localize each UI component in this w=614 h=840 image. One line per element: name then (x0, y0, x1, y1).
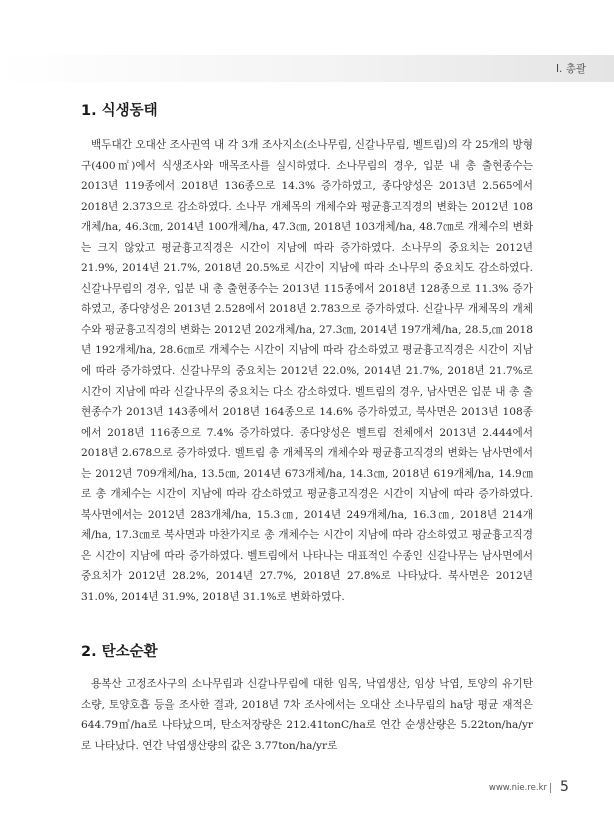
footer-separator (550, 783, 551, 793)
header-band (0, 55, 614, 82)
footer-url: www.nie.re.kr (488, 783, 547, 793)
section-title-vegetation: 1. 식생동태 (81, 103, 158, 119)
section-title-carbon: 2. 탄소순환 (81, 644, 158, 660)
page-number: 5 (560, 779, 569, 795)
section-body-carbon: 용복산 고정조사구의 소나무림과 신갈나무림에 대한 임목, 낙엽생산, 임상 낙엽, 토양의 유기탄소량, 토양호흡 등을 조사한 결과, 2018년 7차 조사에서는 오대산 소나무림의 ha당 평균 재적은 644.79㎥/ha로 나타났으며, 탄소저장량은 212.41tonC/ha로 연간 순생산량은 5.22ton/ha/yr로 나타났다. 연간 낙엽생산량의 값은 3.77ton/ha/yr로 (81, 678, 533, 752)
chapter-label: Ⅰ. 총괄 (555, 63, 586, 75)
section-body-vegetation: 백두대간 오대산 조사권역 내 각 3개 조사지소(소나무림, 신갈나무림, 벨트림)의 각 25개의 방형구(400㎡)에서 식생조사와 매목조사를 실시하였다. 소나무림의 경우, 입분 내 총 출현종수는 2013년 119종에서 2018년 136종으로 14.3% 증가하였고, 종다양성은 2013년 2.565에서 2018년 2.373으로 감소하였다. 소나무 개체목의 개체수와 평균흉고직경의 변화는 2012년 108개체/ha, 46.3㎝, 2014년 100개체/ha, 47.3㎝, 2018년 103개체/ha, 48.7㎝로 개체수의 변화는 크지 않았고 평균흉고직경은 시간이 지남에 따라 증가하였다. 소나무의 중요치는 2012년 21.9%, 2014년 21.7%, 2018년 20.5%로 시간이 지남에 따라 소나무의 중요치도 감소하였다. 신갈나무림의 경우, 입분 내 총 출현종수는 2013년 115종에서 2018년 128종으로 11.3% 증가하였고, 종다양성은 2013년 2.528에서 2018년 2.783으로 증가하였다. 신갈나무 개체목의 개체수와 평균흉고직경의 변화는 2012년 202개체/ha, 27.3㎝, 2014년 197개체/ha, 28.5,㎝ 2018년 192개체/ha, 28.6㎝로 개체수는 시간이 지남에 따라 감소하였고 평균흉고직경은 시간이 지남에 따라 증가하였다. 신갈나무의 중요치는 2012년 22.0%, 2014년 21.7%, 2018년 21.7%로 시간이 지남에 따라 신갈나무의 중요치는 다소 감소하였다. 벨트림의 경우, 남사면은 입분 내 총 출현종수가 2013년 143종에서 2018년 164종으로 14.6% 증가하였고, 북사면은 2013년 108종에서 2018년 116종으로 7.4% 증가하였다. 종다양성은 벨트림 전체에서 2013년 2.444에서 2018년 2.678으로 증가하였다. 벨트림 총 개체목의 개체수와 평균흉고직경의 변화는 남사면에서는 2012년 709개체/ha, 13.5㎝, 2014년 673개체/ha, 14.3㎝, 2018년 619개체/ha, 14.9㎝로 총 개체수는 시간이 지남에 따라 감소하였고 평균흉고직경은 시간이 지남에 따라 증가하였다. 북사면에서는 2012년 283개체/ha, 15.3㎝, 2014년 249개체/ha, 16.3㎝, 2018년 214개체/ha, 17.3㎝로 북사면과 마찬가지로 총 개체수는 시간이 지남에 따라 감소하였고 평균흉고직경은 시간이 지남에 따라 증가하였다. 벨트림에서 나타나는 대표적인 수종인 신갈나무는 남사면에서 중요치가 2012년 28.2%, 2014년 27.7%, 2018년 27.8%로 나타났다. 북사면은 2012년 31.0%, 2014년 31.9%, 2018년 31.1%로 변화하였다. (81, 139, 533, 604)
